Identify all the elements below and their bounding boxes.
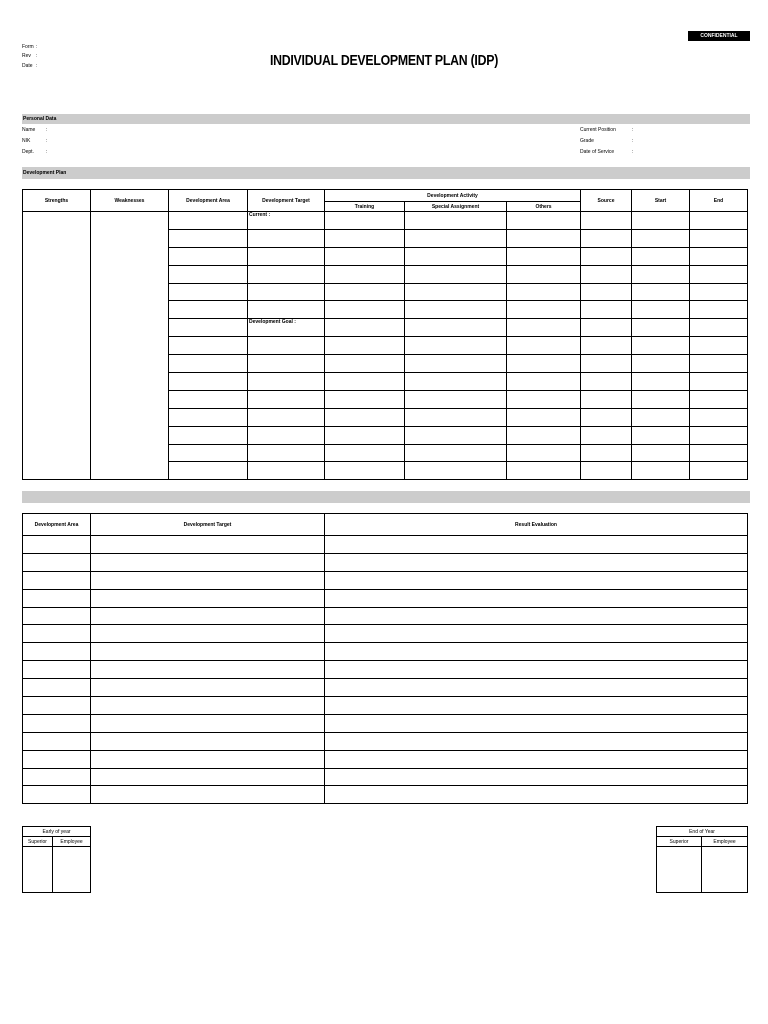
result-evaluation-cell[interactable] <box>325 607 748 625</box>
training-cell[interactable] <box>325 283 405 301</box>
rev-colon: : <box>36 53 38 59</box>
evaluation-row <box>23 661 748 679</box>
development-target-header: Development Target <box>248 190 325 212</box>
development-area-cell[interactable] <box>169 265 248 283</box>
eval-development-target-cell[interactable] <box>91 536 325 554</box>
development-area-cell[interactable] <box>169 462 248 480</box>
evaluation-row <box>23 732 748 750</box>
eval-development-target-cell[interactable] <box>91 625 325 643</box>
development-target-cell[interactable] <box>248 265 325 283</box>
special-assignment-cell[interactable] <box>405 462 507 480</box>
special-assignment-cell[interactable] <box>405 319 507 337</box>
training-cell[interactable] <box>325 212 405 230</box>
early-superior-label: Superior <box>23 837 53 847</box>
development-area-cell[interactable] <box>169 212 248 230</box>
result-evaluation-cell[interactable] <box>325 750 748 768</box>
result-evaluation-cell[interactable] <box>325 589 748 607</box>
eval-development-area-cell[interactable] <box>23 553 91 571</box>
training-cell[interactable] <box>325 301 405 319</box>
others-cell[interactable] <box>507 301 581 319</box>
training-cell[interactable] <box>325 390 405 408</box>
eval-development-target-cell[interactable] <box>91 732 325 750</box>
result-evaluation-header: Result Evaluation <box>325 514 748 536</box>
start-cell[interactable] <box>632 283 690 301</box>
development-target-cell[interactable] <box>248 229 325 247</box>
source-cell[interactable] <box>581 373 632 391</box>
development-target-cell[interactable] <box>248 426 325 444</box>
start-cell[interactable] <box>632 462 690 480</box>
others-cell[interactable] <box>507 426 581 444</box>
others-cell[interactable] <box>507 355 581 373</box>
evaluation-row <box>23 786 748 804</box>
end-employee-label: Employee <box>702 837 748 847</box>
eval-development-area-cell[interactable] <box>23 750 91 768</box>
source-cell[interactable] <box>581 390 632 408</box>
eval-development-area-cell[interactable] <box>23 768 91 786</box>
development-area-cell[interactable] <box>169 319 248 337</box>
current-label: Current : <box>248 212 325 230</box>
special-assignment-cell[interactable] <box>405 247 507 265</box>
end-cell[interactable] <box>690 408 748 426</box>
source-cell[interactable] <box>581 462 632 480</box>
evaluation-row <box>23 768 748 786</box>
eval-development-area-cell[interactable] <box>23 732 91 750</box>
result-evaluation-cell[interactable] <box>325 536 748 554</box>
early-of-year-title: Early of year <box>23 827 91 837</box>
source-cell[interactable] <box>581 355 632 373</box>
training-cell[interactable] <box>325 265 405 283</box>
start-cell[interactable] <box>632 426 690 444</box>
date-label: Date <box>22 63 33 69</box>
eval-development-area-cell[interactable] <box>23 697 91 715</box>
others-cell[interactable] <box>507 337 581 355</box>
early-employee-signature[interactable] <box>53 847 91 893</box>
eval-development-target-cell[interactable] <box>91 714 325 732</box>
source-cell[interactable] <box>581 265 632 283</box>
development-target-cell[interactable] <box>248 462 325 480</box>
development-area-header: Development Area <box>169 190 248 212</box>
development-area-cell[interactable] <box>169 247 248 265</box>
development-target-cell[interactable] <box>248 373 325 391</box>
special-assignment-cell[interactable] <box>405 265 507 283</box>
eval-development-target-cell[interactable] <box>91 750 325 768</box>
eval-development-area-cell[interactable] <box>23 625 91 643</box>
evaluation-row <box>23 571 748 589</box>
development-area-cell[interactable] <box>169 408 248 426</box>
source-cell[interactable] <box>581 426 632 444</box>
development-area-cell[interactable] <box>169 426 248 444</box>
strengths-header: Strengths <box>23 190 91 212</box>
result-evaluation-cell[interactable] <box>325 661 748 679</box>
evaluation-band <box>22 491 750 503</box>
source-cell[interactable] <box>581 247 632 265</box>
special-assignment-cell[interactable] <box>405 301 507 319</box>
eval-development-area-cell[interactable] <box>23 661 91 679</box>
date-of-service-label: Date of Service <box>580 149 615 155</box>
development-plan-table <box>22 189 748 480</box>
special-assignment-cell[interactable] <box>405 337 507 355</box>
training-cell[interactable] <box>325 337 405 355</box>
end-of-year-signature-box <box>656 826 748 893</box>
others-cell[interactable] <box>507 373 581 391</box>
end-cell[interactable] <box>690 319 748 337</box>
others-cell[interactable] <box>507 319 581 337</box>
end-cell[interactable] <box>690 444 748 462</box>
development-area-cell[interactable] <box>169 301 248 319</box>
eval-development-target-cell[interactable] <box>91 661 325 679</box>
rev-label: Rev <box>22 53 31 59</box>
special-assignment-cell[interactable] <box>405 355 507 373</box>
start-cell[interactable] <box>632 265 690 283</box>
evaluation-row <box>23 679 748 697</box>
result-evaluation-cell[interactable] <box>325 553 748 571</box>
others-cell[interactable] <box>507 283 581 301</box>
eval-development-area-cell[interactable] <box>23 679 91 697</box>
start-cell[interactable] <box>632 355 690 373</box>
development-target-cell[interactable] <box>248 301 325 319</box>
result-evaluation-cell[interactable] <box>325 571 748 589</box>
evaluation-row <box>23 697 748 715</box>
special-assignment-header: Special Assignment <box>405 202 507 212</box>
special-assignment-cell[interactable] <box>405 229 507 247</box>
grade-label: Grade <box>580 138 594 144</box>
training-cell[interactable] <box>325 373 405 391</box>
training-cell[interactable] <box>325 426 405 444</box>
result-evaluation-cell[interactable] <box>325 679 748 697</box>
source-cell[interactable] <box>581 301 632 319</box>
early-employee-label: Employee <box>53 837 91 847</box>
others-cell[interactable] <box>507 390 581 408</box>
others-cell[interactable] <box>507 265 581 283</box>
development-target-cell[interactable] <box>248 408 325 426</box>
training-cell[interactable] <box>325 247 405 265</box>
result-evaluation-cell[interactable] <box>325 625 748 643</box>
dept-colon: : <box>46 149 48 155</box>
training-cell[interactable] <box>325 462 405 480</box>
result-evaluation-cell[interactable] <box>325 768 748 786</box>
eval-development-area-cell[interactable] <box>23 786 91 804</box>
development-target-cell[interactable] <box>248 247 325 265</box>
start-header: Start <box>632 190 690 212</box>
eval-development-area-cell[interactable] <box>23 589 91 607</box>
others-cell[interactable] <box>507 212 581 230</box>
special-assignment-cell[interactable] <box>405 283 507 301</box>
eval-development-area-cell[interactable] <box>23 536 91 554</box>
development-area-cell[interactable] <box>169 355 248 373</box>
result-evaluation-cell[interactable] <box>325 732 748 750</box>
eval-development-target-cell[interactable] <box>91 697 325 715</box>
others-cell[interactable] <box>507 462 581 480</box>
training-cell[interactable] <box>325 355 405 373</box>
end-cell[interactable] <box>690 229 748 247</box>
end-cell[interactable] <box>690 390 748 408</box>
training-cell[interactable] <box>325 408 405 426</box>
eval-development-target-cell[interactable] <box>91 679 325 697</box>
end-cell[interactable] <box>690 212 748 230</box>
special-assignment-cell[interactable] <box>405 426 507 444</box>
confidential-badge: CONFIDENTIAL <box>688 31 750 41</box>
end-cell[interactable] <box>690 265 748 283</box>
training-header: Training <box>325 202 405 212</box>
source-cell[interactable] <box>581 408 632 426</box>
end-superior-signature[interactable] <box>657 847 702 893</box>
end-cell[interactable] <box>690 462 748 480</box>
start-cell[interactable] <box>632 229 690 247</box>
development-activity-header: Development Activity <box>325 190 581 202</box>
source-cell[interactable] <box>581 337 632 355</box>
evaluation-table <box>22 513 748 804</box>
special-assignment-cell[interactable] <box>405 444 507 462</box>
grade-colon: : <box>632 138 634 144</box>
strengths-cell[interactable] <box>23 212 91 480</box>
development-area-cell[interactable] <box>169 337 248 355</box>
eval-development-target-cell[interactable] <box>91 643 325 661</box>
others-cell[interactable] <box>507 247 581 265</box>
special-assignment-cell[interactable] <box>405 373 507 391</box>
end-of-year-title: End of Year <box>657 827 748 837</box>
evaluation-row <box>23 750 748 768</box>
end-cell[interactable] <box>690 355 748 373</box>
eval-development-target-cell[interactable] <box>91 607 325 625</box>
evaluation-row <box>23 643 748 661</box>
end-cell[interactable] <box>690 283 748 301</box>
special-assignment-cell[interactable] <box>405 408 507 426</box>
training-cell[interactable] <box>325 444 405 462</box>
form-label: Form <box>22 44 34 50</box>
eval-development-area-cell[interactable] <box>23 714 91 732</box>
current-position-label: Current Position <box>580 127 616 133</box>
training-cell[interactable] <box>325 229 405 247</box>
early-superior-signature[interactable] <box>23 847 53 893</box>
evaluation-row <box>23 714 748 732</box>
start-cell[interactable] <box>632 390 690 408</box>
development-area-cell[interactable] <box>169 444 248 462</box>
date-colon: : <box>36 63 38 69</box>
development-target-cell[interactable] <box>248 283 325 301</box>
others-cell[interactable] <box>507 444 581 462</box>
development-target-cell[interactable] <box>248 355 325 373</box>
training-cell[interactable] <box>325 319 405 337</box>
start-cell[interactable] <box>632 247 690 265</box>
eval-development-target-header: Development Target <box>91 514 325 536</box>
end-employee-signature[interactable] <box>702 847 748 893</box>
eval-development-area-cell[interactable] <box>23 571 91 589</box>
start-cell[interactable] <box>632 373 690 391</box>
evaluation-row <box>23 625 748 643</box>
eval-development-target-cell[interactable] <box>91 786 325 804</box>
start-cell[interactable] <box>632 212 690 230</box>
result-evaluation-cell[interactable] <box>325 786 748 804</box>
source-cell[interactable] <box>581 319 632 337</box>
result-evaluation-cell[interactable] <box>325 714 748 732</box>
end-cell[interactable] <box>690 301 748 319</box>
nik-label: NIK <box>22 138 31 144</box>
eval-development-target-cell[interactable] <box>91 768 325 786</box>
weaknesses-header: Weaknesses <box>91 190 169 212</box>
start-cell[interactable] <box>632 337 690 355</box>
eval-development-target-cell[interactable] <box>91 571 325 589</box>
development-target-cell[interactable] <box>248 390 325 408</box>
development-area-cell[interactable] <box>169 229 248 247</box>
source-cell[interactable] <box>581 283 632 301</box>
evaluation-row <box>23 589 748 607</box>
development-area-cell[interactable] <box>169 283 248 301</box>
development-goal-label: Development Goal : <box>248 319 325 337</box>
others-cell[interactable] <box>507 229 581 247</box>
end-cell[interactable] <box>690 337 748 355</box>
others-cell[interactable] <box>507 408 581 426</box>
weaknesses-cell[interactable] <box>91 212 169 480</box>
early-of-year-signature-box <box>22 826 91 893</box>
others-header: Others <box>507 202 581 212</box>
special-assignment-cell[interactable] <box>405 390 507 408</box>
nik-colon: : <box>46 138 48 144</box>
source-cell[interactable] <box>581 444 632 462</box>
development-target-cell[interactable] <box>248 444 325 462</box>
eval-development-area-header: Development Area <box>23 514 91 536</box>
evaluation-row <box>23 553 748 571</box>
development-target-cell[interactable] <box>248 337 325 355</box>
result-evaluation-cell[interactable] <box>325 697 748 715</box>
development-area-cell[interactable] <box>169 390 248 408</box>
name-colon: : <box>46 127 48 133</box>
evaluation-row <box>23 607 748 625</box>
source-cell[interactable] <box>581 229 632 247</box>
eval-development-area-cell[interactable] <box>23 643 91 661</box>
end-cell[interactable] <box>690 373 748 391</box>
start-cell[interactable] <box>632 408 690 426</box>
end-cell[interactable] <box>690 426 748 444</box>
start-cell[interactable] <box>632 319 690 337</box>
start-cell[interactable] <box>632 301 690 319</box>
current-position-colon: : <box>632 127 634 133</box>
source-cell[interactable] <box>581 212 632 230</box>
result-evaluation-cell[interactable] <box>325 643 748 661</box>
form-colon: : <box>36 44 38 50</box>
end-cell[interactable] <box>690 247 748 265</box>
page-title: INDIVIDUAL DEVELOPMENT PLAN (IDP) <box>269 52 499 69</box>
eval-development-area-cell[interactable] <box>23 607 91 625</box>
personal-data-header: Personal Data <box>22 114 750 124</box>
special-assignment-cell[interactable] <box>405 212 507 230</box>
eval-development-target-cell[interactable] <box>91 589 325 607</box>
end-header: End <box>690 190 748 212</box>
development-area-cell[interactable] <box>169 373 248 391</box>
source-header: Source <box>581 190 632 212</box>
end-superior-label: Superior <box>657 837 702 847</box>
name-label: Name <box>22 127 36 133</box>
eval-development-target-cell[interactable] <box>91 553 325 571</box>
development-plan-header: Development Plan <box>22 167 750 179</box>
date-of-service-colon: : <box>632 149 634 155</box>
dept-label: Dept. <box>22 149 34 155</box>
evaluation-row <box>23 536 748 554</box>
start-cell[interactable] <box>632 444 690 462</box>
